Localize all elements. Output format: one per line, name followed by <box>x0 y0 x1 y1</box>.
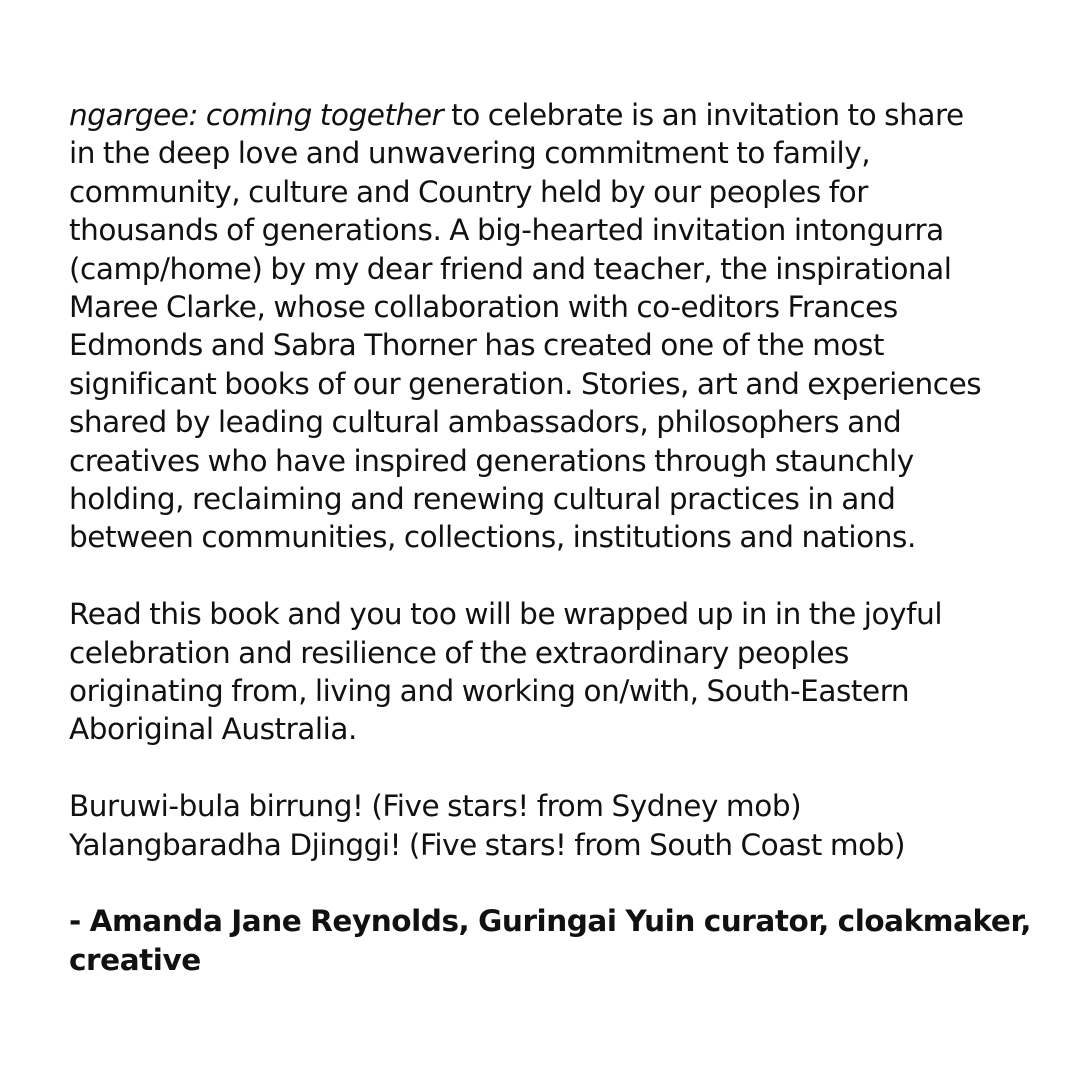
paragraph-line: holding, reclaiming and renewing cultural practices in and <box>69 482 896 517</box>
paragraph-spacer <box>69 864 1029 902</box>
paragraph-line: community, culture and Country held by our peoples for <box>69 174 868 209</box>
review-attribution <box>69 902 1032 979</box>
paragraph-line: between communities, collections, institutions and nations. <box>69 520 916 555</box>
paragraph-line: celebration and resilience of the extraordinary peoples <box>69 635 849 670</box>
attribution-line: - Amanda Jane Reynolds, Guringai Yuin curator, cloakmaker, <box>69 904 1032 939</box>
paragraph-line: Maree Clarke, whose collaboration with co-editors Frances <box>69 290 898 325</box>
book-title: ngargee: coming together <box>69 98 444 132</box>
paragraph-spacer <box>69 557 1029 595</box>
review-text-block <box>69 96 1032 979</box>
paragraph-line: significant books of our generation. Stories, art and experiences <box>69 366 982 401</box>
paragraph-line: Read this book and you too will be wrapped up in in the joyful <box>69 597 943 632</box>
paragraph-line: in the deep love and unwavering commitment to family, <box>69 136 871 171</box>
paragraph-line: creatives who have inspired generations through staunchly <box>69 443 914 478</box>
paragraph-line: thousands of generations. A big-hearted invitation intongurra <box>69 213 944 248</box>
paragraph-line-text: to celebrate is an invitation to share <box>443 98 964 132</box>
rating-line: Yalangbaradha Djinggi! (Five stars! from South Coast mob) <box>69 827 906 862</box>
paragraph-line <box>69 96 1029 134</box>
paragraph-line: (camp/home) by my dear friend and teacher, the inspirational <box>69 251 952 286</box>
paragraph-spacer <box>69 749 1029 787</box>
attribution-line: creative <box>69 942 201 977</box>
review-paragraph-intro <box>69 96 1029 557</box>
paragraph-line: Edmonds and Sabra Thorner has created one of the most <box>69 328 885 363</box>
rating-line: Buruwi-bula birrung! (Five stars! from Sydney mob) <box>69 789 802 824</box>
review-paragraph-ratings <box>69 787 1029 864</box>
review-paragraph-recommendation <box>69 595 1029 749</box>
paragraph-line: shared by leading cultural ambassadors, philosophers and <box>69 405 902 440</box>
paragraph-line: originating from, living and working on/with, South-Eastern <box>69 674 910 709</box>
paragraph-line: Aboriginal Australia. <box>69 712 357 747</box>
